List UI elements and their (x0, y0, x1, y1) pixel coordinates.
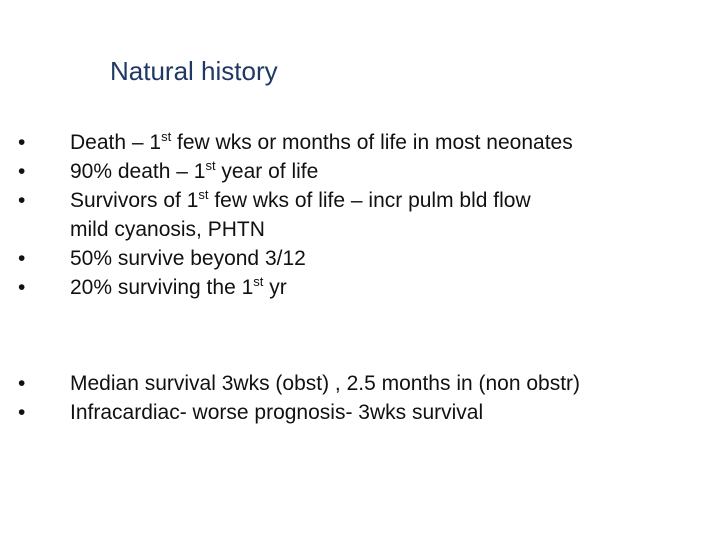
bullet-dot-icon: • (18, 276, 26, 299)
bullet-item (18, 186, 708, 244)
bullet-text: Median survival 3wks (obst) , 2.5 months in (non obstr) (70, 372, 581, 395)
bullet-text-post: few wks or months of life in most neonates (171, 131, 573, 154)
bullet-text-pre: 90% death – 1 (70, 160, 206, 183)
bullet-dot-icon: • (18, 131, 26, 154)
ordinal-superscript: st (253, 274, 264, 289)
bullet-list-secondary (18, 369, 708, 427)
bullet-item (18, 244, 708, 273)
slide-title: Natural history (110, 56, 278, 86)
bullet-list-primary (18, 128, 708, 302)
bullet-text-pre: 20% surviving the 1 (70, 276, 254, 299)
bullet-text-continuation: mild cyanosis, PHTN (70, 218, 265, 241)
bullet-item (18, 398, 708, 427)
bullet-item (18, 369, 708, 398)
bullet-dot-icon: • (18, 189, 26, 212)
bullet-item (18, 273, 708, 302)
bullet-text-post: yr (263, 276, 287, 299)
bullet-text-pre: Death – 1 (70, 131, 162, 154)
bullet-dot-icon: • (18, 247, 26, 270)
bullet-text-pre: 50% survive beyond 3/12 (70, 247, 306, 270)
bullet-text: Infracardiac- worse prognosis- 3wks survival (70, 401, 484, 424)
ordinal-superscript: st (198, 187, 209, 202)
ordinal-superscript: st (205, 158, 216, 173)
bullet-dot-icon: • (18, 401, 26, 424)
bullet-item (18, 128, 708, 157)
bullet-item (18, 157, 708, 186)
bullet-text-pre: Survivors of 1 (70, 189, 199, 212)
bullet-text-post: few wks of life – incr pulm bld flow (208, 189, 531, 212)
bullet-text-post: year of life (215, 160, 319, 183)
ordinal-superscript: st (161, 129, 172, 144)
bullet-dot-icon: • (18, 160, 26, 183)
bullet-dot-icon: • (18, 372, 26, 395)
